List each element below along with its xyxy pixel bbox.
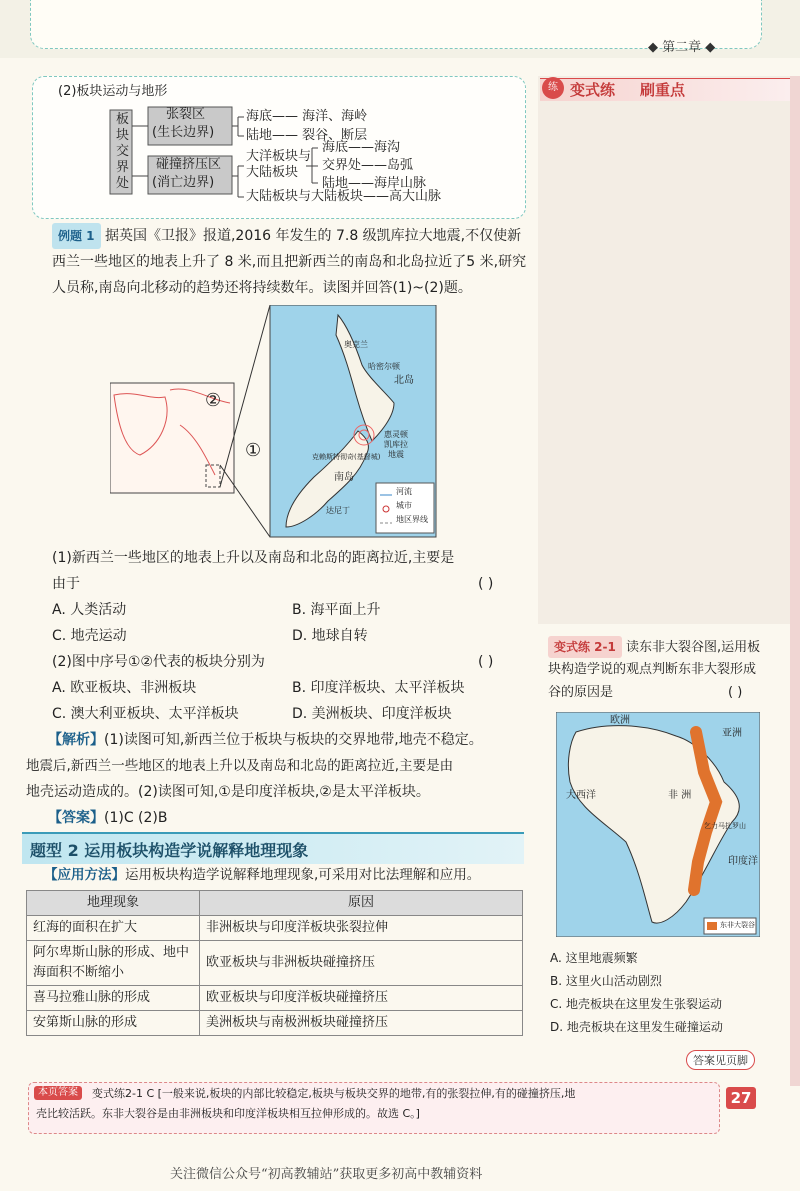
- practice-icon: 练: [542, 77, 564, 99]
- label-kaikoura: 凯库拉: [384, 440, 408, 449]
- method-text: 运用板块构造学说解释地理现象,可采用对比法理解和应用。: [125, 867, 481, 883]
- example-line-2: 西兰一些地区的地表上升了 8 米,而且把新西兰的南岛和北岛拉近了5 米,研究: [52, 254, 527, 270]
- table-row: [27, 941, 523, 986]
- page-answer-line-1: 变式练2-1 C [一般来说,板块的内部比较稳定,板块与板块交界的地带,有的张裂拉伸,有的碰撞挤压,地: [92, 1087, 576, 1100]
- label-quake: 地震: [388, 450, 404, 459]
- inset-label-2: ②: [205, 390, 222, 411]
- table-cell: 阿尔卑斯山脉的形成、地中海面积不断缩小: [27, 941, 200, 986]
- label-south-island: 南岛: [334, 472, 354, 483]
- practice-header: [540, 78, 790, 100]
- page-number: 27: [726, 1087, 756, 1109]
- tree-root-5: 处: [116, 176, 130, 191]
- table-cell: 欧亚板块与印度洋板块碰撞挤压: [200, 986, 523, 1011]
- q2-option-d[interactable]: D. 美洲板块、印度洋板块: [292, 706, 452, 722]
- map-label-europe: 欧洲: [610, 715, 630, 726]
- q1-option-c[interactable]: C. 地壳运动: [52, 628, 127, 644]
- method-tag: 【应用方法】: [44, 867, 125, 883]
- variant-line-3: 谷的原因是: [548, 685, 614, 700]
- tree-root-1: 板: [116, 112, 130, 127]
- label-auckland: 奥克兰: [344, 340, 368, 349]
- q1-option-a[interactable]: A. 人类活动: [52, 602, 127, 618]
- q1-stem: (1)新西兰一些地区的地表上升以及南岛和北岛的距离拉近,主要是: [52, 550, 455, 566]
- variant-answer-bracket: ( ): [728, 685, 743, 700]
- q1-stem-end: 由于: [52, 576, 80, 592]
- label-hamilton: 哈密尔顿: [368, 362, 400, 371]
- zone-tension-note: (生长边界): [152, 125, 215, 140]
- table-cell: 喜马拉雅山脉的形成: [27, 986, 200, 1011]
- analysis-line-2: 地震后,新西兰一些地区的地表上升以及南岛和北岛的距离拉近,主要是由: [26, 758, 454, 774]
- tension-item-land: 陆地—— 裂谷、断层: [246, 128, 368, 143]
- page-answer-line-2: 壳比较活跃。东非大裂谷是由非洲板块和印度洋板块相互拉伸形成的。故选 C。]: [36, 1107, 420, 1120]
- map-label-indian: 印度洋: [728, 856, 758, 867]
- q2-stem: (2)图中序号①②代表的板块分别为: [52, 654, 265, 670]
- example-block: [52, 223, 530, 249]
- variant-line-1: [548, 636, 760, 659]
- table-cell: 美洲板块与南极洲板块碰撞挤压: [200, 1011, 523, 1036]
- table-header-phenomenon: 地理现象: [27, 891, 200, 916]
- tree-root-4: 界: [116, 160, 130, 175]
- practice-title: 变式练: [570, 81, 616, 99]
- side-practice-area: [538, 76, 800, 624]
- q2-option-a[interactable]: A. 欧亚板块、非洲板块: [52, 680, 197, 696]
- collision-sub-2: 大陆板块: [246, 165, 299, 180]
- practice-subtitle: 刷重点: [640, 81, 686, 99]
- tree-root-3: 交: [116, 144, 130, 159]
- q2-answer-bracket: ( ): [478, 654, 494, 670]
- analysis-text-1: (1)读图可知,新西兰位于板块与板块的交界地带,地壳不稳定。: [104, 732, 483, 748]
- q1-option-b[interactable]: B. 海平面上升: [292, 602, 381, 618]
- table-cell: 非洲板块与印度洋板块张裂拉伸: [200, 916, 523, 941]
- variant-option-b[interactable]: B. 这里火山活动剧烈: [550, 974, 662, 988]
- zone-collision-note: (消亡边界): [152, 175, 215, 190]
- collision-continental: 大陆板块与大陆板块——高大山脉: [246, 189, 442, 204]
- variant-tag: 变式练 2-1: [548, 636, 622, 658]
- table-row: [27, 916, 523, 941]
- chapter-label: ◆ 第二章 ◆: [648, 40, 716, 55]
- zone-tension: 张裂区: [166, 107, 206, 122]
- tree-root-2: 块: [116, 128, 130, 143]
- map-label-asia: 亚洲: [722, 728, 742, 739]
- table-row: [27, 1011, 523, 1036]
- variant-line-2: 块构造学说的观点判断东非大裂形成: [548, 662, 757, 677]
- collision-item-range: 陆地——海岸山脉: [322, 176, 427, 191]
- inset-label-1: ①: [245, 440, 262, 461]
- map-legend-rift: 东非大裂谷: [720, 921, 755, 929]
- variant-text-1: 读东非大裂谷图,运用板: [626, 640, 761, 655]
- variant-option-a[interactable]: A. 这里地震频繁: [550, 951, 638, 965]
- q1-answer-bracket: ( ): [478, 576, 494, 592]
- example-line-3: 人员称,南岛向北移动的趋势还将持续数年。读图并回答(1)~(2)题。: [52, 280, 472, 296]
- label-wellington: 惠灵顿: [384, 430, 408, 439]
- table-header-row: [27, 891, 523, 916]
- table-row: [27, 986, 523, 1011]
- collision-item-trench: 海底——海沟: [322, 140, 401, 155]
- map-label-kilimanjaro: 乞力马扎罗山: [704, 822, 746, 830]
- answer-footnote-hint: 答案见页脚: [686, 1050, 755, 1070]
- question-type-title: 题型 2 运用板块构造学说解释地理现象: [30, 841, 309, 860]
- q2-option-c[interactable]: C. 澳大利亚板块、太平洋板块: [52, 706, 239, 722]
- analysis-tag: 【解析】: [48, 732, 104, 748]
- map-label-atlantic: 大西洋: [566, 790, 596, 801]
- q2-option-b[interactable]: B. 印度洋板块、太平洋板块: [292, 680, 465, 696]
- table-cell: 红海的面积在扩大: [27, 916, 200, 941]
- footer-note: 关注微信公众号“初高教辅站”获取更多初高中教辅资料: [170, 1167, 483, 1182]
- legend-city: 城市: [396, 501, 412, 510]
- collision-item-arc: 交界处——岛弧: [322, 158, 414, 173]
- table-header-cause: 原因: [200, 891, 523, 916]
- tension-item-sea: 海底—— 海洋、海岭: [246, 109, 368, 124]
- label-north-island: 北岛: [394, 375, 414, 386]
- label-christchurch: 克赖斯特彻奇(基督城): [312, 453, 381, 461]
- variant-option-d[interactable]: D. 地壳板块在这里发生碰撞运动: [550, 1020, 723, 1034]
- answer-line: [48, 805, 526, 831]
- page-answer-tag: 本页答案: [34, 1086, 82, 1100]
- q1-option-d[interactable]: D. 地球自转: [292, 628, 368, 644]
- legend-boundary: 地区界线: [396, 515, 428, 524]
- zone-collision: 碰撞挤压区: [156, 157, 222, 172]
- tree-heading: (2)板块运动与地形: [58, 84, 168, 99]
- phenomenon-table: [26, 890, 523, 1036]
- legend-river: 河流: [396, 487, 412, 496]
- question-type-bar: [22, 832, 524, 864]
- map-label-africa: 非 洲: [668, 790, 692, 801]
- example-tag: 例题 1: [52, 223, 101, 249]
- analysis-line-1: [48, 727, 538, 753]
- example-line-1: 据英国《卫报》报道,2016 年发生的 7.8 级凯库拉大地震,不仅使新: [104, 228, 522, 244]
- analysis-line-3: 地壳运动造成的。(2)读图可知,①是印度洋板块,②是太平洋板块。: [26, 784, 430, 800]
- method-line: [44, 862, 534, 888]
- collision-sub-1: 大洋板块与: [246, 149, 312, 164]
- answer-text: (1)C (2)B: [104, 810, 168, 826]
- new-zealand-map: [110, 305, 440, 540]
- variant-option-c[interactable]: C. 地壳板块在这里发生张裂运动: [550, 997, 723, 1011]
- table-cell: 安第斯山脉的形成: [27, 1011, 200, 1036]
- label-dunedin: 达尼丁: [326, 506, 350, 515]
- answer-tag: 【答案】: [48, 810, 104, 826]
- page-edge-strip: [790, 76, 800, 1086]
- table-cell: 欧亚板块与非洲板块碰撞挤压: [200, 941, 523, 986]
